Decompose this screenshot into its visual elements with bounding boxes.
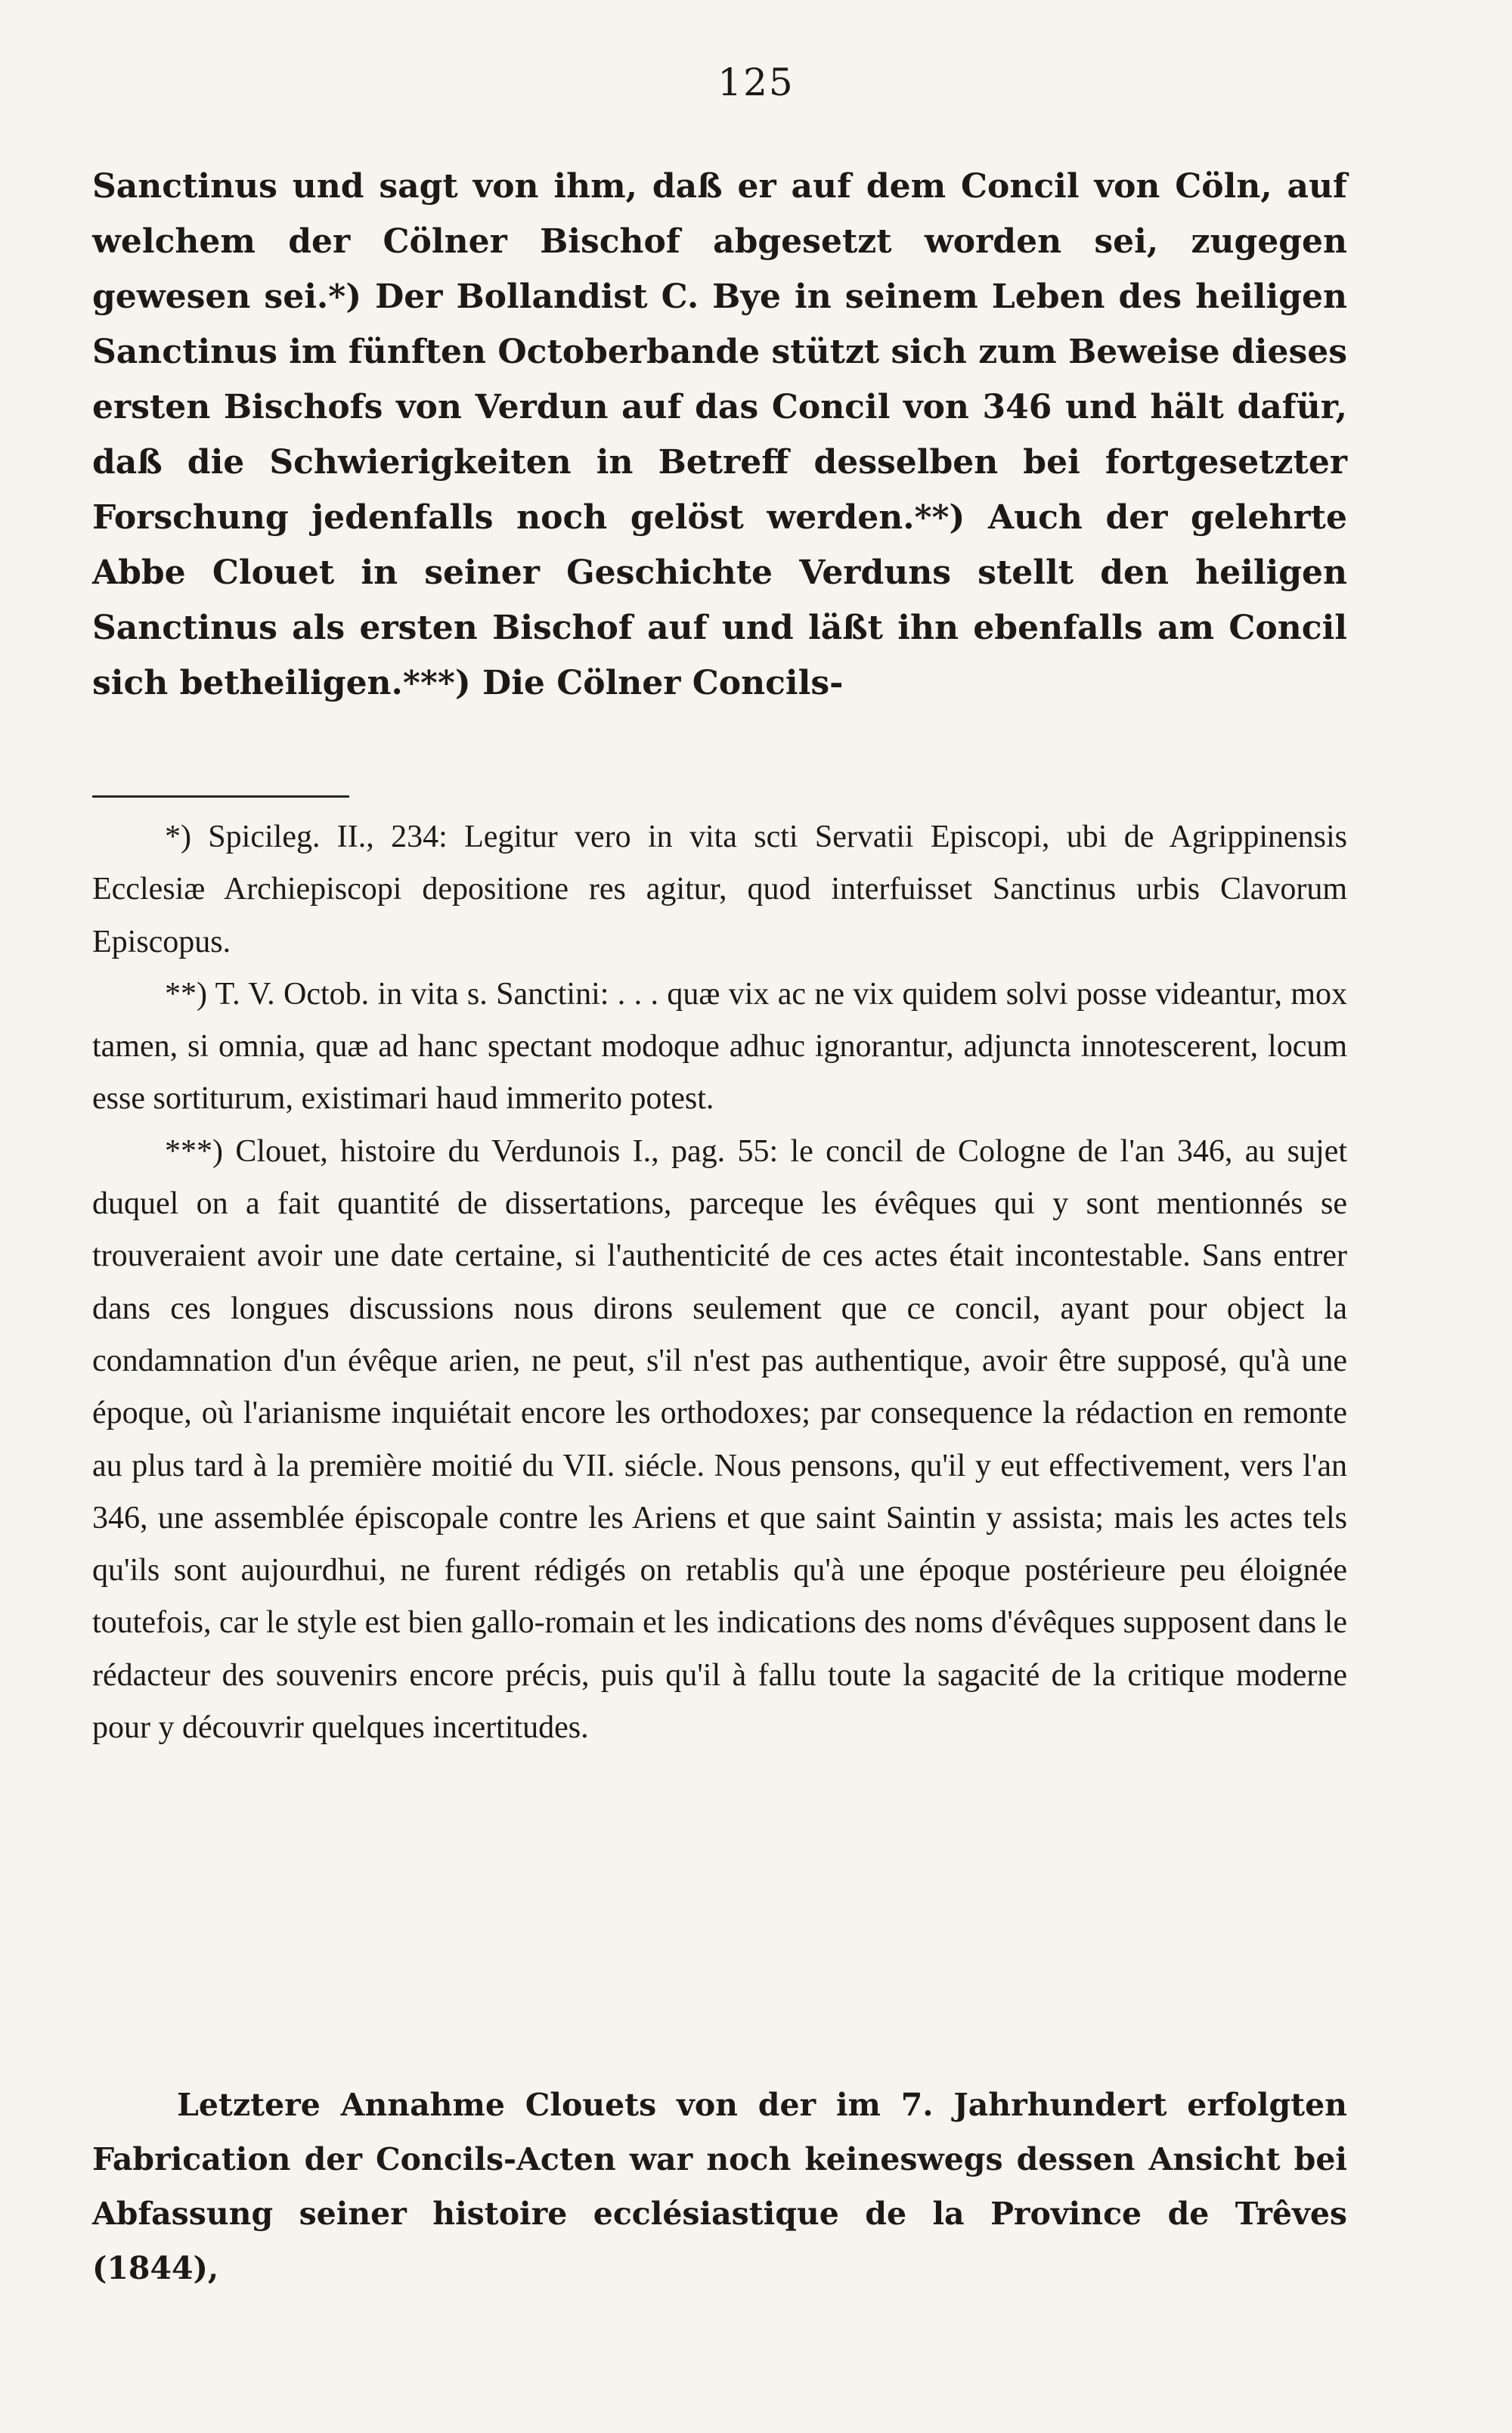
page-number: 125 bbox=[717, 60, 795, 104]
footnote-separator bbox=[92, 795, 349, 798]
main-paragraph: Sanctinus und sagt von ihm, daß er auf dem Concil von Cöln, auf welchem der Cölner Bischof abgesetzt worden sei, zugegen gewesen sei.*) Der Bollandist C. Bye in seinem Leben des heiligen Sanctinus im fünften Octoberbande stützt sich zum Beweise dieses ersten Bischofs von Verdun auf das Concil von 346 und hält dafür, daß die Schwierigkeiten in Betreff desselben bei fortgesetzter Forschung jedenfalls noch gelöst werden.**) Auch der gelehrte Abbe Clouet in seiner Geschichte Verduns stellt den heiligen Sanctinus als ersten Bischof auf und läßt ihn ebenfalls am Concil sich betheiligen.***) Die Cölner Concils- bbox=[92, 167, 1347, 702]
closing-paragraph: Letztere Annahme Clouets von der im 7. Jahrhundert erfolgten Fabrication der Concils-Acten war noch keineswegs dessen Ansicht bei Abfassung seiner histoire ecclésiastique de la Province de Trêves (1844), bbox=[92, 2087, 1347, 2286]
footnote-3: ***) Clouet, histoire du Verdunois I., pag. 55: le concil de Cologne de l'an 346, au sujet duquel on a fait quantité de dissertations, parceque les évêques qui y sont mentionnés se trouveraient avoir une date certaine, si l'authenticité de ces actes était incontestable. Sans entrer dans ces longues discussions nous dirons seulement que ce concil, ayant pour object la condamnation d'un évêque arien, ne peut, s'il n'est pas authentique, avoir être supposé, qu'à une époque, où l'arianisme inquiétait encore les orthodoxes; par consequence la rédaction en remonte au plus tard à la première moitié du VII. siécle. Nous pensons, qu'il y eut effectivement, vers l'an 346, une assemblée épiscopale contre les Ariens et que saint Saintin y assista; mais les actes tels qu'ils sont aujourdhui, ne furent rédigés on retablis qu'à une époque postérieure peu éloignée toutefois, car le style est bien gallo-romain et les indications des noms d'évêques supposent dans le rédacteur des souvenirs encore précis, puis qu'il à fallu toute la sagacité de la critique moderne pour y découvrir quelques incertitudes. bbox=[92, 1133, 1347, 1746]
footnotes bbox=[92, 811, 1347, 1754]
footnote-1: *) Spicileg. II., 234: Legitur vero in vita scti Servatii Episcopi, ubi de Agrippinensis Ecclesiæ Archiepiscopi depositione res agitur, quod interfuisset Sanctinus urbis Clavorum Episcopus. bbox=[92, 820, 1347, 959]
footnote-2: **) T. V. Octob. in vita s. Sanctini: . . . quæ vix ac ne vix quidem solvi posse videantur, mox tamen, si omnia, quæ ad hanc spectant modoque adhuc ignorantur, adjuncta innotescerent, locum esse sortiturum, existimari haud immerito potest. bbox=[92, 976, 1347, 1117]
